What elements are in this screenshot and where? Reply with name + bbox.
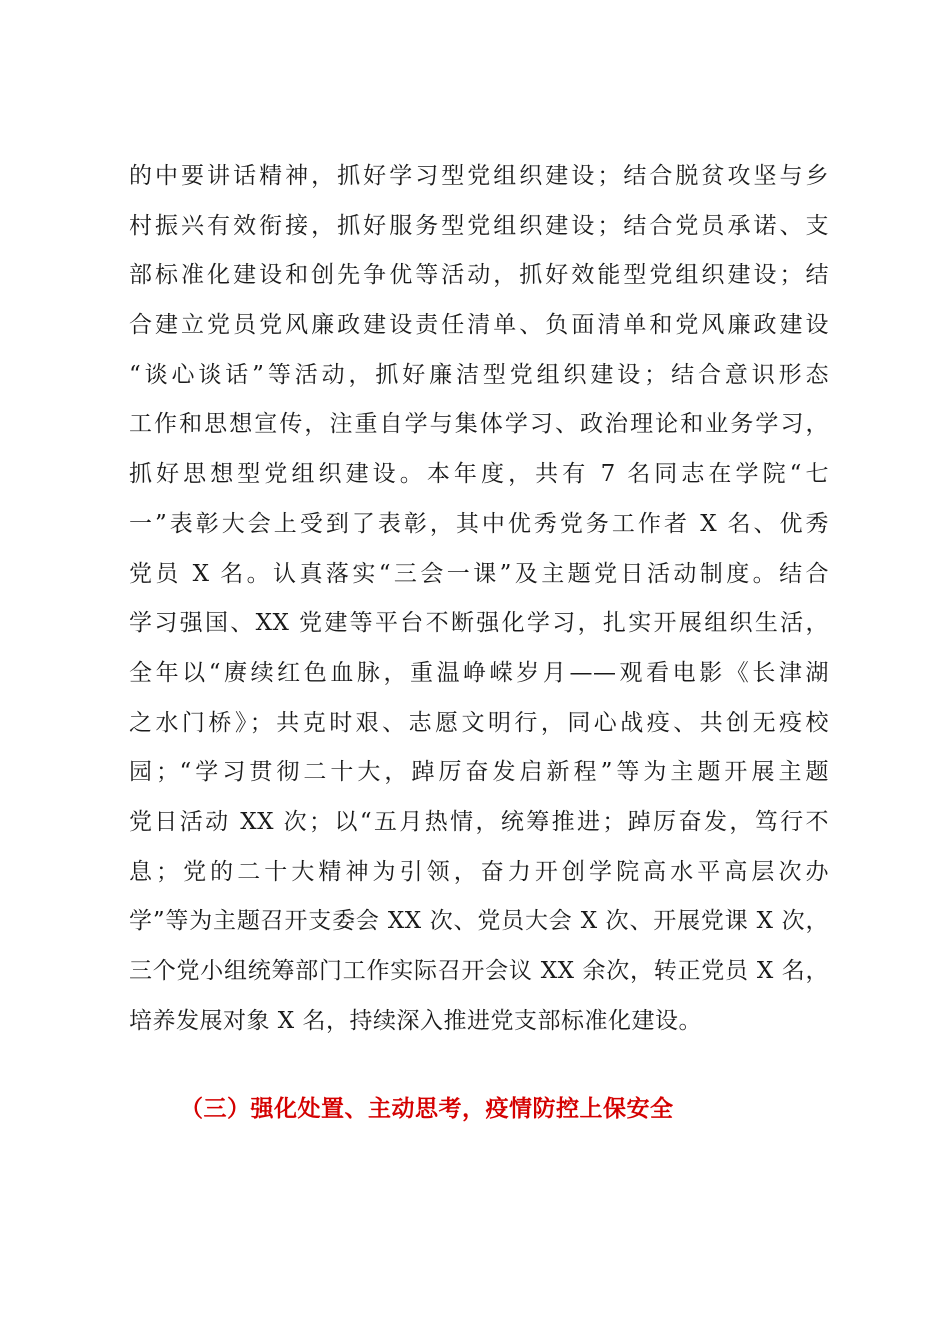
paragraph-line-last: 培养发展对象 X 名，持续深入推进党支部标准化建设。: [129, 1007, 702, 1034]
paragraph-line: “谈心谈话”等活动，抓好廉洁型党组织建设；结合意识形态: [129, 361, 829, 388]
paragraph-line: 抓好思想型党组织建设。本年度，共有 7 名同志在学院“七: [129, 461, 829, 488]
paragraph-line: 三个党小组统筹部门工作实际召开会议 XX 余次，转正党员 X 名，: [129, 958, 829, 984]
paragraph-line: 一”表彰大会上受到了表彰，其中优秀党务工作者 X 名、优秀: [129, 510, 829, 537]
paragraph-line: 村振兴有效衔接，抓好服务型党组织建设；结合党员承诺、支: [129, 212, 829, 239]
paragraph-line: 部标准化建设和创先争优等活动，抓好效能型党组织建设；结: [129, 262, 829, 289]
paragraph-line: 全年以“赓续红色血脉，重温峥嵘岁月——观看电影《长津湖: [129, 659, 829, 686]
paragraph-line: 息；党的二十大精神为引领，奋力开创学院高水平高层次办: [129, 858, 829, 885]
paragraph-line: 学”等为主题召开支委会 XX 次、党员大会 X 次、开展党课 X 次，: [129, 908, 829, 935]
paragraph-line: 的中要讲话精神，抓好学习型党组织建设；结合脱贫攻坚与乡: [129, 163, 829, 189]
paragraph-line: 党员 X 名。认真落实“三会一课”及主题党日活动制度。结合: [129, 560, 829, 587]
paragraph-line: 学习强国、XX 党建等平台不断强化学习，扎实开展组织生活，: [129, 610, 829, 637]
paragraph-line: 合建立党员党风廉政建设责任清单、负面清单和党风廉政建设: [129, 312, 829, 339]
paragraph-line: 园；“学习贯彻二十大，踔厉奋发启新程”等为主题开展主题: [129, 759, 829, 786]
paragraph-line: 工作和思想宣传，注重自学与集体学习、政治理论和业务学习，: [129, 411, 829, 438]
section-heading: （三）强化处置、主动思考，疫情防控上保安全: [180, 1096, 674, 1122]
body-paragraph: [129, 152, 829, 1046]
paragraph-line: 党日活动 XX 次；以“五月热情，统筹推进；踔厉奋发，笃行不: [129, 808, 829, 835]
paragraph-line: 之水门桥》；共克时艰、志愿文明行，同心战疫、共创无疫校: [129, 709, 829, 736]
